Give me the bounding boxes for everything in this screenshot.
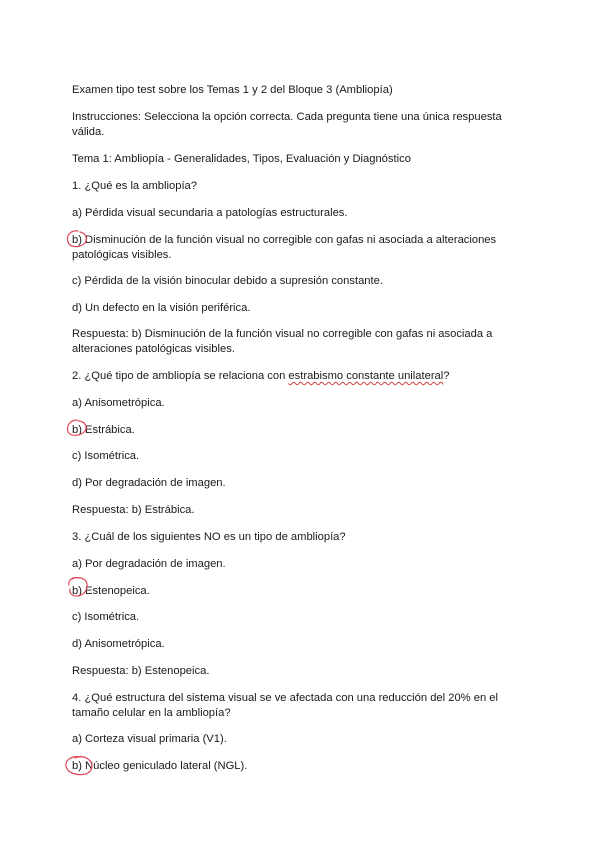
q2-option-b: b) Estrábica. xyxy=(72,424,135,436)
instructions: Instrucciones: Selecciona la opción correcta. Cada pregunta tiene una única respuesta válida. xyxy=(72,111,502,138)
q3-question: 3. ¿Cuál de los siguientes NO es un tipo de ambliopía? xyxy=(72,531,346,543)
q3-answer: Respuesta: b) Estenopeica. xyxy=(72,665,210,677)
q3-option-b: b) Estenopeica. xyxy=(72,585,150,597)
q3-option-c: c) Isométrica. xyxy=(72,611,140,623)
q2-option-a: a) Anisometrópica. xyxy=(72,397,165,409)
q1-answer: Respuesta: b) Disminución de la función visual no corregible con gafas ni asociada a alteraciones patológicas visibles. xyxy=(72,328,493,355)
q2-option-c: c) Isométrica. xyxy=(72,450,140,462)
q4-option-b: b) Núcleo geniculado lateral (NGL). xyxy=(72,760,248,772)
exam-title: Examen tipo test sobre los Temas 1 y 2 del Bloque 3 (Ambliopía) xyxy=(72,84,393,96)
q2-answer: Respuesta: b) Estrábica. xyxy=(72,504,195,516)
q2-question-pre: 2. ¿Qué tipo de ambliopía se relaciona con xyxy=(72,370,289,382)
q2-question-highlight: estrabismo constante unilateral xyxy=(288,370,444,382)
q1-option-a: a) Pérdida visual secundaria a patologías estructurales. xyxy=(72,207,348,219)
q2-question xyxy=(72,369,522,384)
topic-heading: Tema 1: Ambliopía - Generalidades, Tipos, Evaluación y Diagnóstico xyxy=(72,153,411,165)
q4-option-a: a) Corteza visual primaria (V1). xyxy=(72,733,227,745)
q4-question: 4. ¿Qué estructura del sistema visual se ve afectada con una reducción del 20% en el tamaño celular en la ambliopía? xyxy=(72,692,498,719)
q2-option-d: d) Por degradación de imagen. xyxy=(72,477,226,489)
q3-option-a: a) Por degradación de imagen. xyxy=(72,558,226,570)
q1-option-c: c) Pérdida de la visión binocular debido a supresión constante. xyxy=(72,275,383,287)
q3-option-d: d) Anisometrópica. xyxy=(72,638,165,650)
q2-question-post: ? xyxy=(443,370,450,382)
q1-question: 1. ¿Qué es la ambliopía? xyxy=(72,180,197,192)
q1-option-b: b) Disminución de la función visual no corregible con gafas ni asociada a alteraciones patológicas visibles. xyxy=(72,234,497,261)
q1-option-d: d) Un defecto en la visión periférica. xyxy=(72,302,251,314)
